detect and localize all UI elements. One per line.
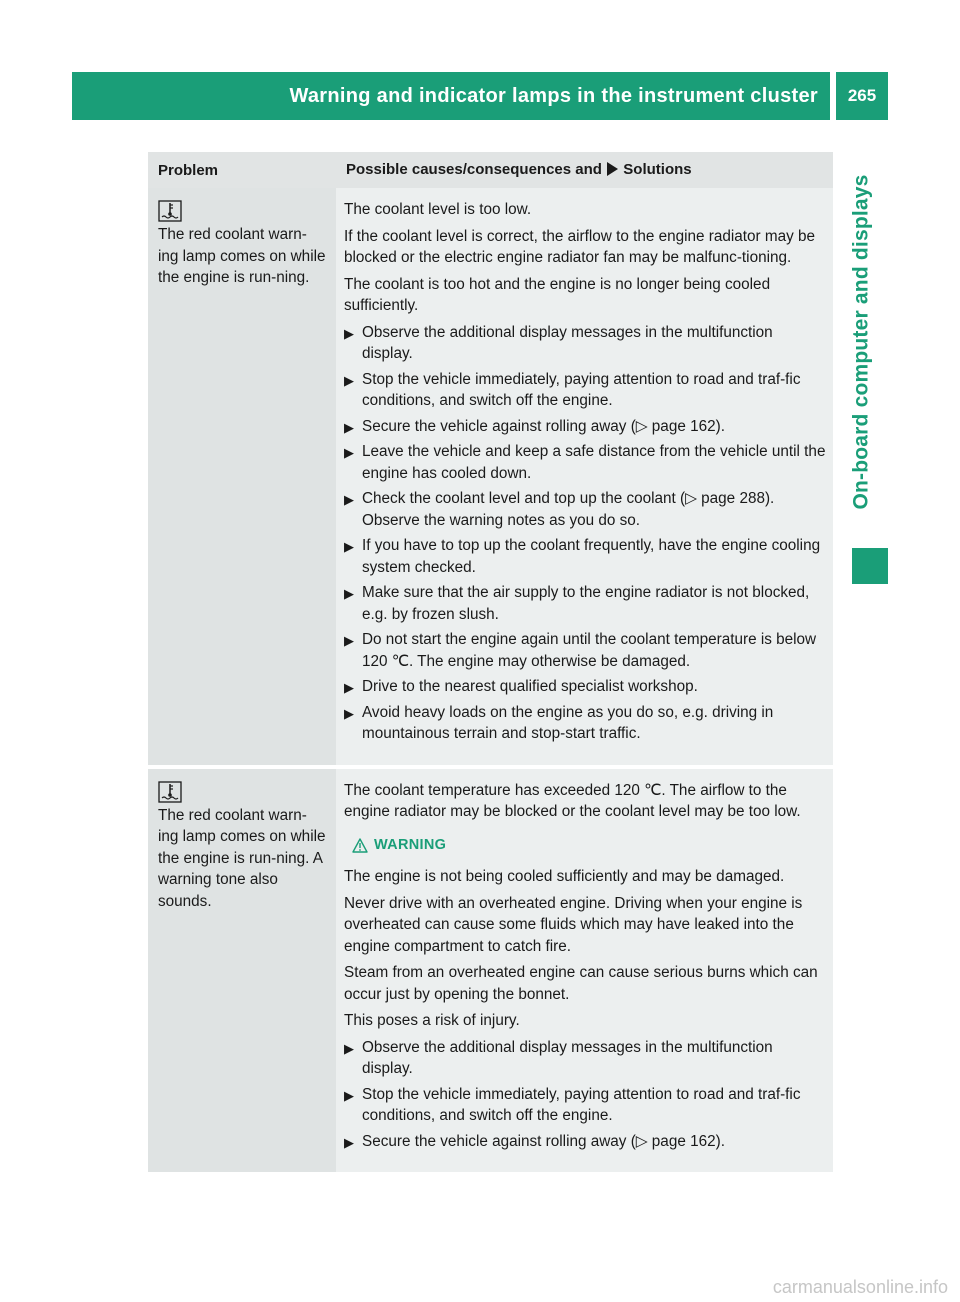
list-item: ▶ Do not start the engine again until the coolant temperature is below 120 ℃. The engine may otherwise be damaged. (344, 631, 817, 670)
step-arrow-icon: ▶ (344, 1087, 354, 1103)
step-arrow-icon: ▶ (344, 633, 354, 648)
warning-triangle-icon (352, 838, 368, 853)
solution-cell (336, 188, 833, 765)
solution-cell (336, 769, 833, 1173)
list-item: ▶ Secure the vehicle against rolling away (▷ page 162). (344, 416, 827, 438)
cause-paragraph: The coolant level is too low. (344, 201, 532, 218)
step-arrow-icon: ▶ (344, 372, 354, 388)
warning-heading (344, 835, 827, 857)
watermark: carmanualsonline.info (772, 1277, 948, 1297)
list-item: ▶ Observe the additional display messages in the multifunction display. (344, 323, 773, 362)
column-header-solutions-prefix: Possible causes/consequences and (346, 160, 602, 178)
problem-text: The red coolant warn-ing lamp comes on while the engine is run-ning. (158, 226, 326, 286)
table-row (148, 188, 833, 765)
warning-paragraph: The engine is not being cooled sufficiently and may be damaged. (344, 868, 785, 885)
warning-paragraph: This poses a risk of injury. (344, 1012, 520, 1029)
warning-lamp-table (148, 152, 833, 1172)
list-item: ▶ Drive to the nearest qualified specialist workshop. (344, 676, 827, 698)
play-arrow-icon (606, 162, 619, 180)
list-item: ▶ Check the coolant level and top up the coolant (▷ page 288). Observe the warning notes as you do so. (344, 490, 775, 529)
cause-paragraph: The coolant is too hot and the engine is no longer being cooled sufficiently. (344, 275, 771, 314)
list-item: ▶ Avoid heavy loads on the engine as you do so, e.g. driving in mountainous terrain and stop-start traffic. (344, 703, 774, 742)
warning-paragraph: Steam from an overheated engine can cause serious burns which can occur just by opening the bonnet. (344, 964, 818, 1003)
list-item: ▶ If you have to top up the coolant frequently, have the engine cooling system checked. (344, 537, 821, 576)
step-arrow-icon: ▶ (344, 1134, 354, 1150)
cause-paragraph: The coolant temperature has exceeded 120 ℃. The airflow to the engine radiator may be blocked or the coolant level may be too low. (344, 781, 801, 820)
list-item: ▶ Make sure that the air supply to the engine radiator is not blocked, e.g. by frozen slush. (344, 584, 810, 623)
side-tab-marker (852, 548, 888, 584)
table-header-row (148, 152, 833, 188)
list-item: ▶ Stop the vehicle immediately, paying attention to road and traf-fic conditions, and switch off the engine. (344, 1085, 801, 1124)
step-arrow-icon: ▶ (344, 325, 354, 341)
coolant-temperature-icon (158, 781, 182, 803)
step-arrow-icon: ▶ (344, 419, 354, 435)
step-arrow-icon: ▶ (344, 586, 354, 601)
warning-label: WARNING (374, 836, 447, 853)
table-row (148, 769, 833, 1173)
list-item: ▶ Stop the vehicle immediately, paying attention to road and traf-fic conditions, and switch off the engine. (344, 370, 801, 409)
problem-text: The red coolant warn-ing lamp comes on while the engine is run-ning. A warning tone also sounds. (158, 806, 326, 910)
side-label-text: On-board computer and displays (850, 174, 873, 510)
list-item: ▶ Leave the vehicle and keep a safe distance from the vehicle until the engine has cooled down. (344, 443, 826, 482)
list-item: ▶ Observe the additional display messages in the multifunction display. (344, 1038, 773, 1077)
page-number: 265 (836, 72, 888, 120)
step-arrow-icon: ▶ (344, 1040, 354, 1056)
page-title: Warning and indicator lamps in the instrument cluster (289, 84, 818, 107)
step-arrow-icon: ▶ (344, 492, 354, 507)
side-section-label (835, 142, 889, 542)
column-header-problem: Problem (148, 152, 336, 188)
list-item: ▶ Secure the vehicle against rolling away (▷ page 162). (344, 1131, 827, 1153)
header-bar (72, 72, 830, 120)
step-arrow-icon: ▶ (344, 445, 354, 460)
step-arrow-icon: ▶ (344, 539, 354, 554)
step-arrow-icon: ▶ (344, 680, 354, 695)
step-arrow-icon: ▶ (344, 705, 354, 721)
cause-paragraph: If the coolant level is correct, the airflow to the engine radiator may be blocked or the electric engine radiator fan may be malfunc-tioning. (344, 227, 816, 266)
problem-cell (148, 188, 336, 765)
problem-cell (148, 769, 336, 1173)
column-header-solutions-suffix: Solutions (623, 160, 692, 178)
column-header-solutions (336, 152, 833, 188)
coolant-temperature-icon (158, 200, 182, 222)
warning-paragraph: Never drive with an overheated engine. Driving when your engine is overheated can cause some fluids which may have leaked into the engine compartment to catch fire. (344, 894, 803, 955)
